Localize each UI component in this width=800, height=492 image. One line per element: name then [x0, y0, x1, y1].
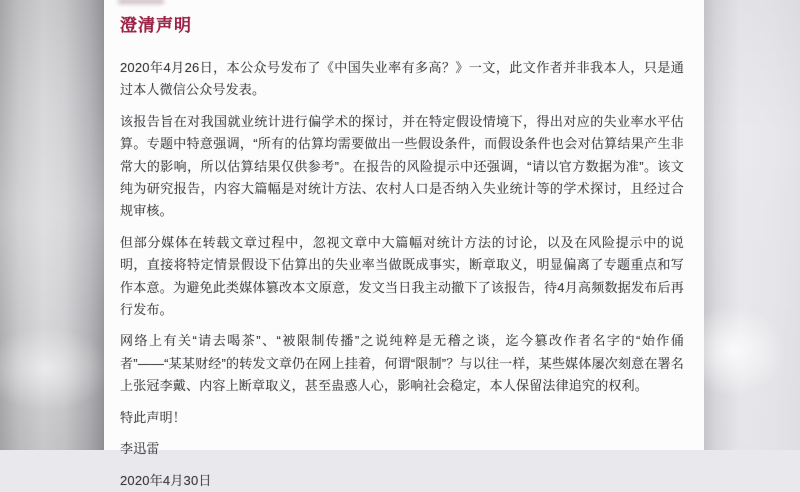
cutoff-text-artifact: [118, 0, 164, 4]
statement-paragraph-4: 网络上有关“请去喝茶”、“被限制传播”之说纯粹是无稽之谈，迄今篡改作者名字的“始作俑者”——“某某财经”的转发文章仍在网上挂着，何谓“限制”？与以往一样，某些媒体屡次刻意在署名上张冠李戴、内容上断章取义，甚至蛊惑人心，影响社会稳定，本人保留法律追究的权利。: [120, 333, 684, 394]
right-blur-bar: [704, 0, 800, 450]
statement-document: [104, 0, 704, 488]
statement-paragraph-2: 该报告旨在对我国就业统计进行偏学术的探讨，并在特定假设情境下，得出对应的失业率水平估算。专题中特意强调，“所有的估算均需要做出一些假设条件，而假设条件也会对估算结果产生非常大的影响，所以估算结果仅供参考”。在报告的风险提示中还强调，“请以官方数据为准”。该文纯为研究报告，内容大篇幅是对统计方法、农村人口是否纳入失业统计等的学术探讨，且经过合规审核。: [120, 113, 684, 219]
date-line: 2020年4月30日: [120, 472, 212, 488]
signature: 李迅雷: [120, 441, 160, 457]
closing-line: 特此声明！: [120, 409, 187, 425]
left-blur-bar: [0, 0, 104, 450]
statement-title: 澄清声明: [120, 16, 192, 35]
statement-paragraph-3: 但部分媒体在转载文章过程中，忽视文章中大篇幅对统计方法的讨论，以及在风险提示中的说明，直接将特定情景假设下估算出的失业率当做既成事实，断章取义，明显偏离了专题重点和写作本意。为避免此类媒体篡改本文原意，发文当日我主动撤下了该报告，待4月高频数据发布后再行发布。: [120, 234, 684, 318]
statement-paragraph-1: 2020年4月26日，本公众号发布了《中国失业率有多高？》一文，此文作者并非我本人，只是通过本人微信公众号发表。: [120, 60, 684, 98]
